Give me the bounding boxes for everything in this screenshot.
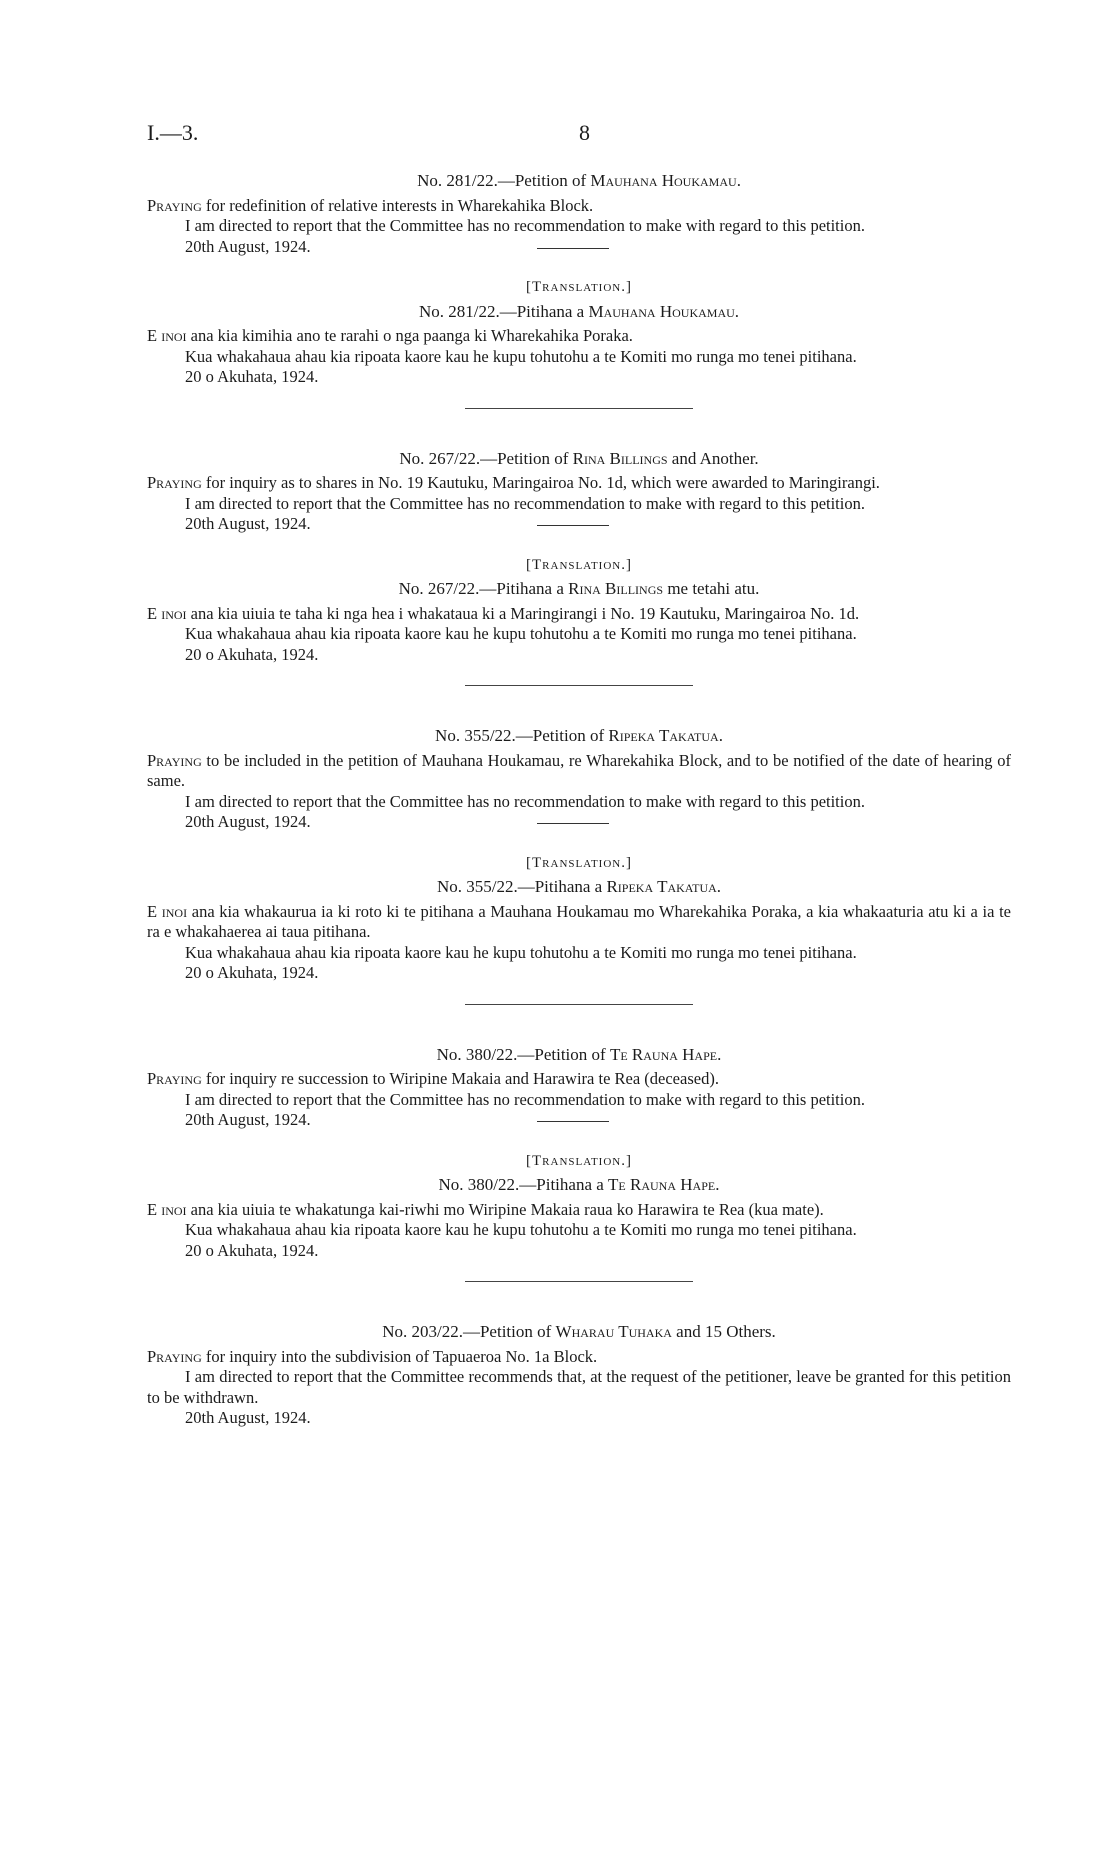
translation-prayer: E inoi ana kia kimihia ano te rarahi o nga paanga ki Wharekahika Poraka. (147, 326, 633, 345)
petition-title: No. 355/22.—Petition of Ripeka Takatua. (435, 726, 723, 745)
section-divider (465, 408, 693, 409)
translation-label: [Translation.] (526, 279, 632, 295)
translation-label: [Translation.] (526, 1152, 632, 1169)
petition-title: No. 380/22.—Petition of Te Rauna Hape. (436, 1044, 722, 1064)
translation-prayer: E inoi ana kia uiuia te whakatunga kai-riwhi mo Wiripine Makaia raua ko Harawira te Rea (kua mate). (147, 1199, 824, 1219)
petition-title: No. 267/22.—Petition of Rina Billings and Another. (399, 448, 759, 468)
committee-report: I am directed to report that the Committee has no recommendation to make with regard to this petition. (185, 1089, 865, 1109)
report-date: 20th August, 1924. (185, 1110, 311, 1129)
translation-date: 20 o Akuhata, 1924. (185, 1240, 319, 1260)
translation-prayer: E inoi ana kia whakaurua ia ki roto ki te pitihana a Mauhana Houkamau mo Wharekahika Poraka, a kia whakaaturia atu ki a ia te ra e whakahaerea ai taua pitihana. (147, 901, 1012, 941)
translation-report: Kua whakahaua ahau kia ripoata kaore kau he kupu tohutohu a te Komiti mo runga mo tenei pitihana. (185, 624, 857, 643)
document-body (147, 171, 1011, 1429)
short-divider (537, 525, 609, 526)
page-number: 8 (579, 120, 590, 145)
committee-report: I am directed to report that the Committee has no recommendation to make with regard to this petition. (185, 216, 865, 235)
committee-report: I am directed to report that the Committee has no recommendation to make with regard to this petition. (185, 493, 865, 513)
translation-report: Kua whakahaua ahau kia ripoata kaore kau he kupu tohutohu a te Komiti mo runga mo tenei pitihana. (185, 942, 857, 962)
petition-prayer: Praying to be included in the petition of Mauhana Houkamau, re Wharekahika Block, and to be notified of the date of hearing of same. (147, 750, 1011, 790)
petition-prayer: Praying for inquiry as to shares in No. 19 Kautuku, Maringairoa No. 1d, which were awarded to Maringirangi. (147, 473, 880, 492)
report-date: 20th August, 1924. (185, 1408, 311, 1427)
petition-prayer: Praying for inquiry re succession to Wiripine Makaia and Harawira te Rea (deceased). (147, 1069, 719, 1088)
petition-281 (147, 171, 1011, 409)
translation-date: 20 o Akuhata, 1924. (185, 367, 319, 386)
petition-203 (147, 1322, 1011, 1429)
translation-date: 20 o Akuhata, 1924. (185, 963, 319, 982)
translation-date: 20 o Akuhata, 1924. (185, 644, 319, 664)
translation-title: No. 380/22.—Pitihana a Te Rauna Hape. (438, 1175, 720, 1194)
translation-label: [Translation.] (526, 556, 632, 573)
short-divider (537, 1121, 609, 1122)
petition-267 (147, 449, 1011, 687)
committee-report: I am directed to report that the Committee has no recommendation to make with regard to this petition. (185, 791, 865, 811)
petition-prayer: Praying for redefinition of relative interests in Wharekahika Block. (147, 195, 594, 215)
translation-label: [Translation.] (526, 854, 632, 871)
translation-prayer: E inoi ana kia uiuia te taha ki nga hea i whakataua ki a Maringirangi i No. 19 Kautuku, Maringairoa No. 1d. (147, 603, 860, 623)
petition-title: No. 203/22.—Petition of Wharau Tuhaka and 15 Others. (382, 1322, 776, 1341)
short-divider (537, 248, 609, 249)
section-divider (465, 1281, 693, 1282)
petition-355 (147, 726, 1011, 1005)
report-date: 20th August, 1924. (185, 236, 311, 256)
translation-title: No. 281/22.—Pitihana a Mauhana Houkamau. (418, 301, 740, 321)
petition-title: No. 281/22.—Petition of Mauhana Houkamau. (417, 171, 741, 190)
page-header (147, 120, 1007, 150)
petition-380 (147, 1045, 1011, 1283)
section-divider (465, 1004, 693, 1005)
petition-prayer: Praying for inquiry into the subdivision of Tapuaeroa No. 1a Block. (147, 1346, 598, 1366)
committee-report: I am directed to report that the Committee recommends that, at the request of the petitioner, leave be granted for this petition to be withdrawn. (147, 1367, 1011, 1407)
section-divider (465, 685, 693, 686)
document-reference: I.—3. (147, 120, 199, 145)
translation-title: No. 267/22.—Pitihana a Rina Billings me tetahi atu. (398, 579, 760, 598)
translation-title: No. 355/22.—Pitihana a Ripeka Takatua. (436, 877, 722, 896)
translation-report: Kua whakahaua ahau kia ripoata kaore kau he kupu tohutohu a te Komiti mo runga mo tenei pitihana. (185, 1220, 857, 1239)
short-divider (537, 823, 609, 824)
report-date: 20th August, 1924. (185, 812, 311, 831)
report-date: 20th August, 1924. (185, 514, 311, 533)
translation-report: Kua whakahaua ahau kia ripoata kaore kau he kupu tohutohu a te Komiti mo runga mo tenei pitihana. (185, 346, 857, 366)
